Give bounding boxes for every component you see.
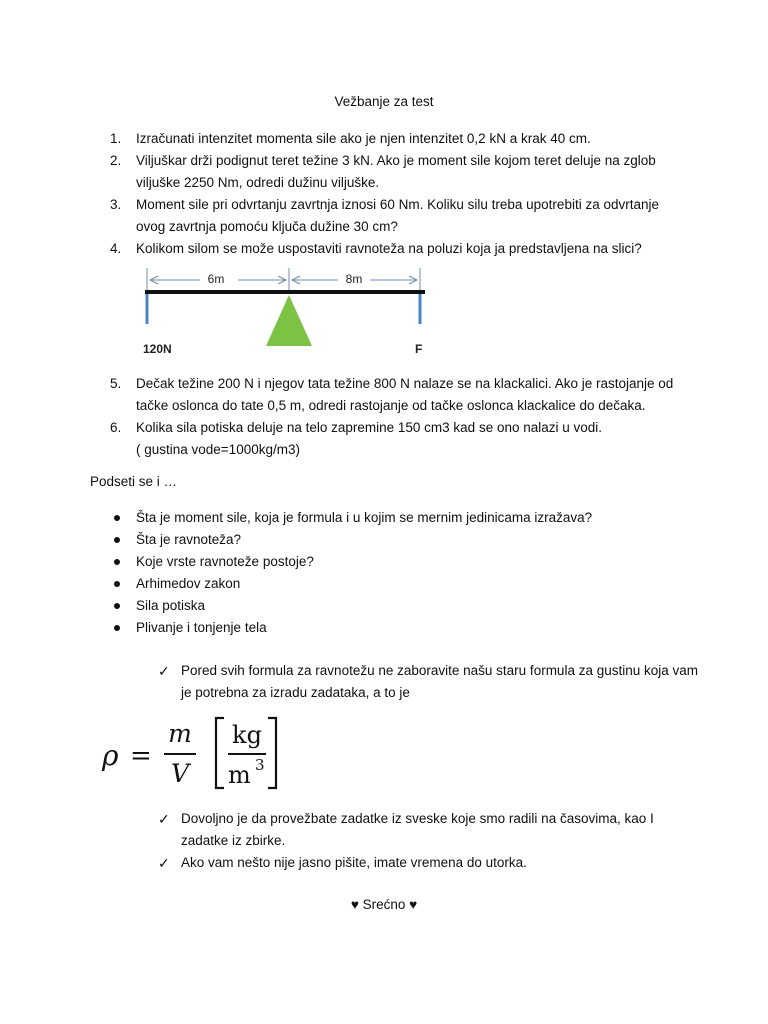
reminder-item: Koje vrste ravnoteže postoje? [113,551,592,573]
note-list [158,660,698,704]
formula-unit-numerator: kg [232,721,262,749]
right-force-label: F [415,342,423,356]
task-text: Kolika sila potiska deluje na telo zapremine 150 cm3 kad se ono nalazi u vodi. [136,420,603,435]
note-item: ✓ Pored svih formula za ravnotežu ne zaboravite našu staru formula za gustinu koja vam je potrebna za izradu zadataka, a to je [158,660,698,704]
lever-figure [138,262,438,362]
formula-denominator: V [170,759,190,788]
reminder-item: Sila potiska [113,595,592,617]
task-item [110,238,680,260]
fulcrum-triangle [266,295,312,346]
bullet-icon [114,537,120,543]
reminder-heading: Podseti se i … [90,474,178,489]
right-distance-label: 8m [345,272,363,286]
task-number: 1. [110,131,122,146]
signoff: ♥ Srećno ♥ [350,897,418,912]
task-item [110,417,680,461]
lever-beam [145,290,425,294]
bullet-icon [114,559,120,565]
bullet-icon [114,603,120,609]
formula-numerator: m [168,719,192,748]
left-force-label: 120N [143,342,172,356]
note-list-2 [158,808,698,874]
task-text: Moment sile pri odvrtanju zavrtnja iznosi 60 Nm. Koliku silu treba upotrebiti za odvrtanje ovog zavrtnja pomoću ključa dužine 30 cm? [136,197,659,234]
formula-unit-exponent: 3 [255,756,265,774]
task-item [110,373,680,417]
formula-bracket-right [268,718,276,788]
task-number: 3. [110,197,122,212]
task-number: 6. [110,420,122,435]
reminder-item: Plivanje i tonjenje tela [113,617,592,639]
task-item [110,128,680,150]
page-title: Vežbanje za test [334,94,434,109]
task-list [110,128,680,260]
formula-equals: = [130,741,152,771]
task-item [110,150,680,194]
task-text: Dečak težine 200 N i njegov tata težine 800 N nalaze se na klackalici. Ako je rastojanje od tačke oslonca do tate 0,5 m, odredi rastojanje od tačke oslonca klackalice do dečaka. [136,376,674,413]
left-distance-label: 6m [207,272,225,286]
formula-rho: ρ [102,739,119,772]
bullet-icon [114,581,120,587]
note-item: ✓ Dovoljno je da provežbate zadatke iz sveske koje smo radili na časovima, kao I zadatke iz zbirke. [158,808,698,852]
reminder-item: Šta je ravnoteža? [113,529,592,551]
task-text: Kolikom silom se može uspostaviti ravnoteža na poluzi koja ja predstavljena na slici? [136,241,642,256]
reminder-item: Arhimedov zakon [113,573,592,595]
check-icon: ✓ [158,855,170,871]
task-number: 5. [110,376,122,391]
check-icon: ✓ [158,663,170,679]
task-list-continued [110,373,680,461]
task-extra-note: ( gustina vode=1000kg/m3) [136,442,300,457]
note-item: ✓ Ako vam nešto nije jasno pišite, imate vremena do utorka. [158,852,698,874]
task-number: 2. [110,153,122,168]
check-icon: ✓ [158,811,170,827]
reminder-list [113,507,592,639]
formula-bracket-left [216,718,224,788]
bullet-icon [114,625,120,631]
formula-unit-denominator: m [228,761,251,789]
task-text: Izračunati intenzitet momenta sile ako je njen intenzitet 0,2 kN a krak 40 cm. [136,131,591,146]
reminder-item: Šta je moment sile, koja je formula i u kojim se mernim jedinicama izražava? [113,507,592,529]
task-text: Viljuškar drži podignut teret težine 3 kN. Ako je moment sile kojom teret deluje na zglob viljuške 2250 Nm, odredi dužinu viljuške. [136,153,656,190]
bullet-icon [114,515,120,521]
task-number: 4. [110,241,122,256]
density-formula [100,712,290,792]
task-item [110,194,680,238]
